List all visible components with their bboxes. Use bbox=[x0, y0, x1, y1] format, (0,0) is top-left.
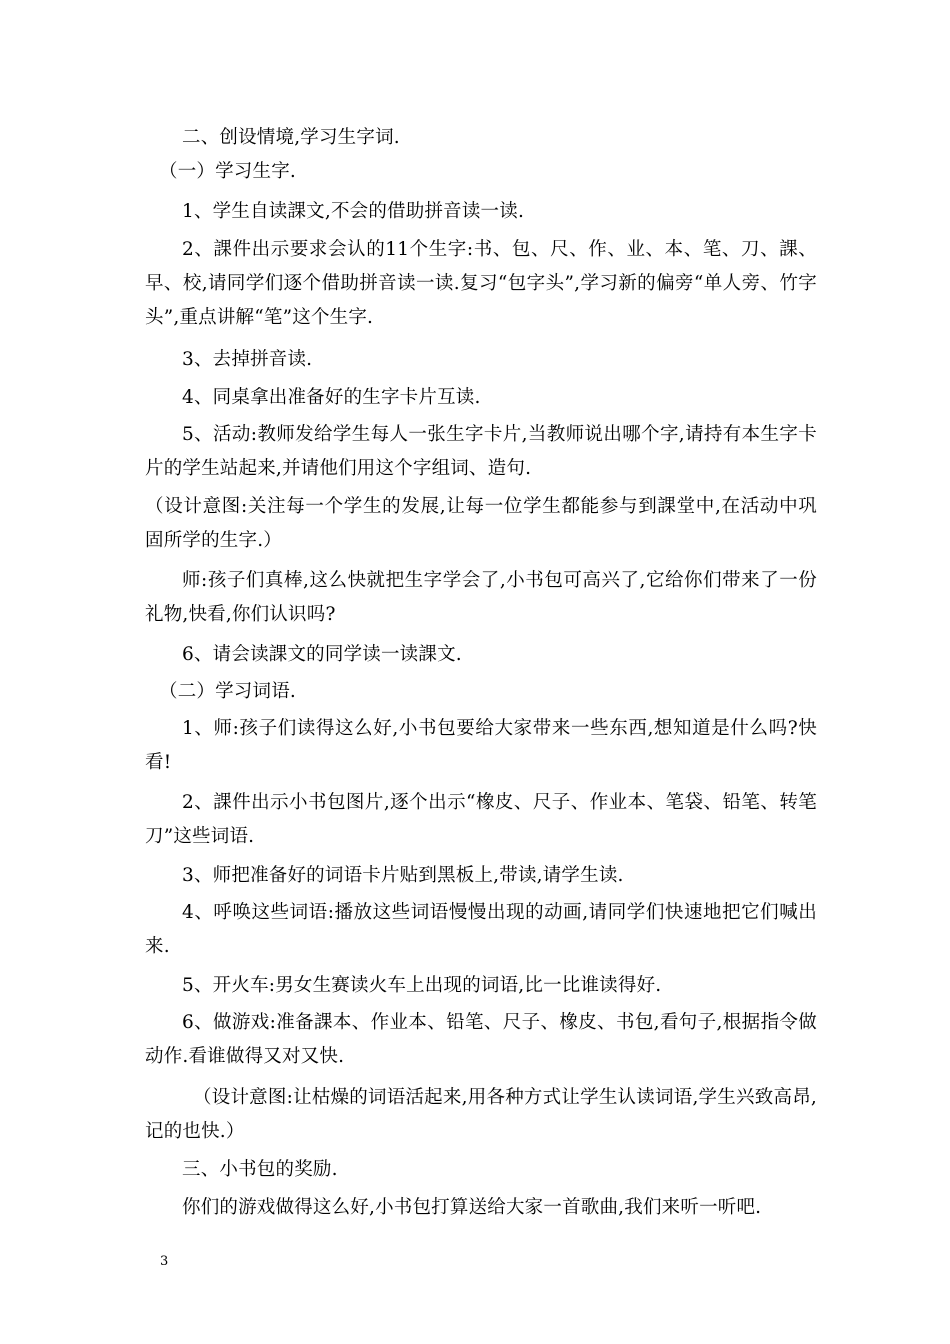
paragraph: 6、请会读課文的同学读一读課文. bbox=[182, 644, 462, 665]
paragraph: 3、师把准备好的词语卡片贴到黑板上,带读,请学生读. bbox=[182, 865, 624, 886]
section-heading-2: 二、创设情境,学习生字词. bbox=[182, 127, 400, 148]
paragraph: 6、做游戏:准备課本、作业本、铅笔、尺子、橡皮、书包,看句子,根据指令做动作.看谁做得又对又快. bbox=[145, 1012, 817, 1067]
design-note: （设计意图:关注每一个学生的发展,让每一位学生都能参与到課堂中,在活动中巩固所学的生字.） bbox=[145, 496, 817, 551]
paragraph: 5、活动:教师发给学生每人一张生字卡片,当教师说出哪个字,请持有本生字卡片的学生站起来,并请他们用这个字组词、造句. bbox=[145, 424, 817, 479]
paragraph: 5、开火车:男女生赛读火车上出现的词语,比一比谁读得好. bbox=[182, 975, 662, 996]
subsection-heading-1: （一）学习生字. bbox=[159, 161, 296, 182]
paragraph: 4、同桌拿出准备好的生字卡片互读. bbox=[182, 387, 481, 408]
subsection-heading-2: （二）学习词语. bbox=[159, 681, 296, 702]
paragraph: 2、課件出示要求会认的11个生字:书、包、尺、作、业、本、笔、刀、課、早、校,请同学们逐个借助拼音读一读.复习“包字头”,学习新的偏旁“单人旁、竹字头”,重点讲解“笔”这个生字. bbox=[145, 239, 817, 328]
paragraph: 4、呼唤这些词语:播放这些词语慢慢出现的动画,请同学们快速地把它们喊出来. bbox=[145, 902, 817, 957]
section-heading-3: 三、小书包的奖励. bbox=[182, 1159, 338, 1180]
paragraph: 2、課件出示小书包图片,逐个出示“橡皮、尺子、作业本、笔袋、铅笔、转笔刀”这些词语. bbox=[145, 792, 817, 847]
paragraph: 1、学生自读課文,不会的借助拼音读一读. bbox=[182, 201, 525, 222]
page-number: 3 bbox=[160, 1254, 169, 1269]
paragraph: 1、师:孩子们读得这么好,小书包要给大家带来一些东西,想知道是什么吗?快看! bbox=[145, 718, 817, 773]
design-note: （设计意图:让枯燥的词语活起来,用各种方式让学生认读词语,学生兴致高昂,记的也快.） bbox=[145, 1087, 817, 1142]
paragraph: 师:孩子们真棒,这么快就把生字学会了,小书包可高兴了,它给你们带来了一份礼物,快看,你们认识吗? bbox=[145, 570, 817, 625]
paragraph: 你们的游戏做得这么好,小书包打算送给大家一首歌曲,我们来听一听吧. bbox=[182, 1197, 762, 1218]
paragraph: 3、去掉拼音读. bbox=[182, 349, 313, 370]
